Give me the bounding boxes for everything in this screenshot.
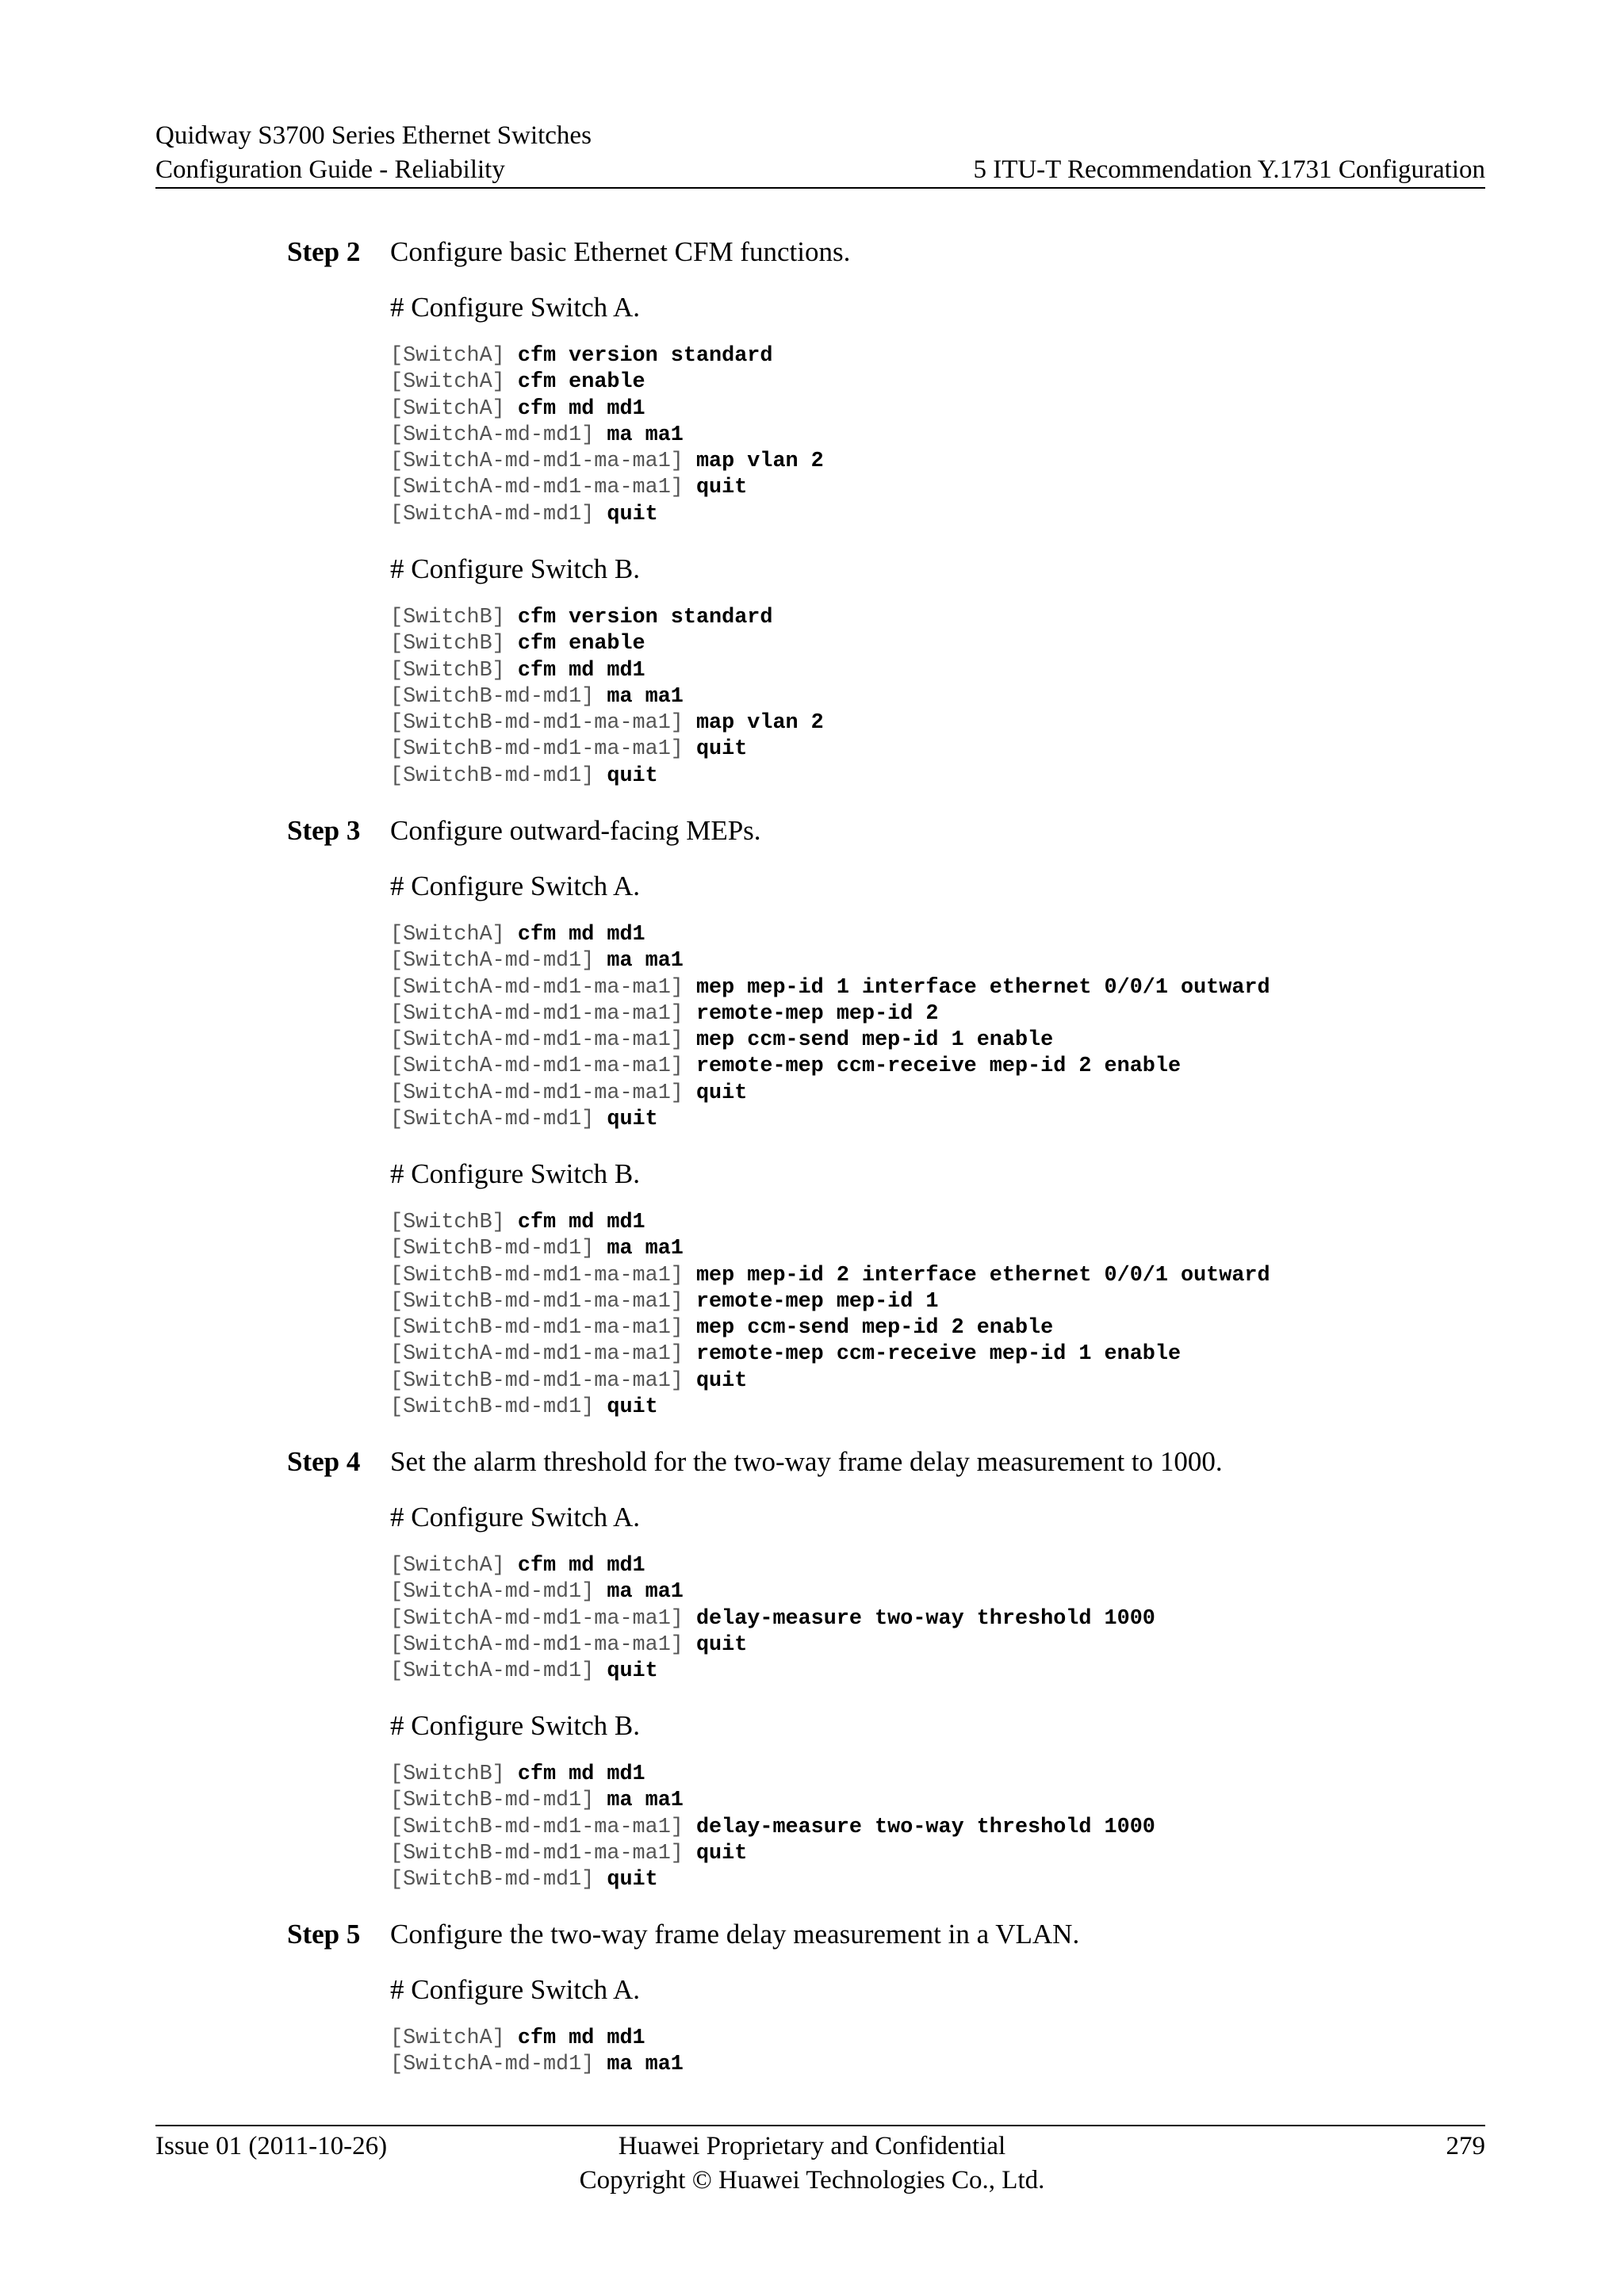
cli-prompt: [SwitchB-md-md1-ma-ma1]: [390, 1815, 684, 1839]
cli-prompt: [SwitchB]: [390, 1762, 505, 1786]
cli-prompt: [SwitchA]: [390, 396, 505, 421]
cli-command: quit: [695, 1632, 748, 1657]
cli-command: cfm md md1: [517, 658, 645, 683]
cli-command: cfm version standard: [517, 344, 773, 368]
cli-command: ma ma1: [607, 1789, 684, 1813]
cli-prompt: [SwitchA]: [390, 370, 505, 395]
cli-prompt: [SwitchA]: [390, 923, 505, 947]
cli-prompt: [SwitchA-md-md1]: [390, 2053, 595, 2077]
code-line: [390, 1841, 1155, 1867]
code-line: [390, 975, 1270, 1001]
cli-prompt: [SwitchA-md-md1]: [390, 1108, 595, 1132]
cli-command: quit: [607, 1395, 658, 1420]
cli-command: quit: [607, 1868, 658, 1892]
code-line: [390, 343, 824, 369]
code-block: [390, 1553, 1155, 1685]
step-label: Step 3: [287, 815, 361, 846]
configure-switch-line: # Configure Switch A.: [390, 1974, 640, 2005]
code-line: [390, 1867, 1155, 1893]
cli-command: cfm md md1: [517, 1762, 645, 1786]
footer-center: [0, 2130, 1624, 2198]
cli-prompt: [SwitchB-md-md1-ma-ma1]: [390, 1841, 684, 1866]
cli-prompt: [SwitchA]: [390, 2026, 505, 2050]
code-line: [390, 2052, 684, 2078]
footer-divider: [155, 2125, 1485, 2126]
step-text: Configure the two-way frame delay measurement in a VLAN.: [390, 1919, 1080, 1950]
code-line: [390, 396, 824, 423]
cli-prompt: [SwitchA-md-md1-ma-ma1]: [390, 1001, 684, 1026]
code-line: [390, 369, 824, 396]
cli-prompt: [SwitchA-md-md1-ma-ma1]: [390, 1606, 684, 1631]
cli-prompt: [SwitchA-md-md1-ma-ma1]: [390, 1081, 684, 1105]
code-line: [390, 631, 824, 657]
cli-command: quit: [695, 737, 748, 762]
step-label: Step 5: [287, 1919, 361, 1950]
code-line: [390, 1054, 1270, 1080]
code-line: [390, 1210, 1270, 1236]
code-line: [390, 1236, 1270, 1262]
code-line: [390, 684, 824, 710]
cli-command: cfm md md1: [517, 923, 645, 947]
cli-prompt: [SwitchB-md-md1]: [390, 1868, 595, 1892]
code-line: [390, 2026, 684, 2052]
code-line: [390, 710, 824, 737]
cli-prompt: [SwitchA]: [390, 1554, 505, 1578]
cli-prompt: [SwitchA]: [390, 344, 505, 368]
cli-command: cfm enable: [517, 632, 645, 656]
cli-prompt: [SwitchA-md-md1-ma-ma1]: [390, 1342, 684, 1367]
step-label: Step 2: [287, 236, 361, 267]
header-product: Quidway S3700 Series Ethernet Switches: [155, 121, 592, 150]
configure-switch-line: # Configure Switch B.: [390, 553, 640, 584]
cli-command: ma ma1: [607, 1237, 684, 1261]
configure-switch-line: # Configure Switch A.: [390, 292, 640, 323]
code-line: [390, 449, 824, 475]
cli-command: quit: [607, 1659, 658, 1684]
code-line: [390, 1027, 1270, 1054]
header-chapter: 5 ITU-T Recommendation Y.1731 Configuration: [973, 155, 1485, 184]
code-line: [390, 475, 824, 501]
configure-switch-line: # Configure Switch A.: [390, 1502, 640, 1533]
cli-prompt: [SwitchB-md-md1-ma-ma1]: [390, 1368, 684, 1393]
cli-prompt: [SwitchB-md-md1]: [390, 763, 595, 788]
cli-prompt: [SwitchA-md-md1]: [390, 423, 595, 447]
cli-prompt: [SwitchB]: [390, 658, 505, 683]
footer-copyright: Copyright © Huawei Technologies Co., Ltd.: [579, 2166, 1045, 2195]
code-line: [390, 1553, 1155, 1579]
code-line: [390, 1788, 1155, 1814]
code-block: [390, 922, 1270, 1133]
code-line: [390, 948, 1270, 974]
cli-command: ma ma1: [607, 684, 684, 709]
cli-command: delay-measure two-way threshold 1000: [695, 1606, 1155, 1631]
code-block: [390, 2026, 684, 2079]
step-label: Step 4: [287, 1446, 361, 1477]
cli-command: delay-measure two-way threshold 1000: [695, 1815, 1155, 1839]
page-header-left: [155, 119, 592, 187]
cli-command: cfm md md1: [517, 1211, 645, 1234]
cli-command: mep mep-id 2 interface ethernet 0/0/1 outward: [695, 1263, 1270, 1288]
cli-prompt: [SwitchA-md-md1-ma-ma1]: [390, 1632, 684, 1657]
code-line: [390, 1762, 1155, 1788]
step-text: Configure basic Ethernet CFM functions.: [390, 236, 851, 267]
cli-prompt: [SwitchB-md-md1]: [390, 684, 595, 709]
header-guide: Configuration Guide - Reliability: [155, 155, 505, 184]
cli-prompt: [SwitchA-md-md1-ma-ma1]: [390, 450, 684, 474]
code-line: [390, 423, 824, 449]
code-line: [390, 1263, 1270, 1289]
cli-command: quit: [607, 502, 658, 526]
code-line: [390, 1368, 1270, 1395]
cli-prompt: [SwitchA-md-md1-ma-ma1]: [390, 1028, 684, 1053]
code-line: [390, 1001, 1270, 1027]
code-line: [390, 737, 824, 763]
code-line: [390, 658, 824, 684]
code-block: [390, 1762, 1155, 1893]
code-line: [390, 1395, 1270, 1421]
cli-prompt: [SwitchA-md-md1-ma-ma1]: [390, 1054, 684, 1079]
cli-prompt: [SwitchB-md-md1]: [390, 1789, 595, 1813]
cli-prompt: [SwitchB-md-md1-ma-ma1]: [390, 711, 684, 736]
cli-command: quit: [607, 1108, 658, 1132]
cli-prompt: [SwitchB-md-md1-ma-ma1]: [390, 737, 684, 762]
cli-command: cfm md md1: [517, 1554, 645, 1578]
cli-prompt: [SwitchA-md-md1]: [390, 502, 595, 526]
footer-confidential: Huawei Proprietary and Confidential: [618, 2132, 1006, 2160]
cli-command: map vlan 2: [695, 711, 824, 736]
cli-prompt: [SwitchA-md-md1]: [390, 1580, 595, 1605]
cli-command: quit: [607, 763, 658, 788]
cli-command: map vlan 2: [695, 450, 824, 474]
code-block: [390, 605, 824, 790]
code-line: [390, 1081, 1270, 1107]
cli-command: remote-mep mep-id 1: [695, 1289, 939, 1314]
configure-switch-line: # Configure Switch B.: [390, 1710, 640, 1741]
code-line: [390, 1579, 1155, 1605]
code-line: [390, 922, 1270, 948]
code-line: [390, 1107, 1270, 1133]
code-line: [390, 1632, 1155, 1659]
cli-prompt: [SwitchB-md-md1-ma-ma1]: [390, 1316, 684, 1341]
cli-command: mep mep-id 1 interface ethernet 0/0/1 outward: [695, 975, 1270, 1000]
cli-command: mep ccm-send mep-id 1 enable: [695, 1028, 1054, 1053]
cli-prompt: [SwitchA-md-md1]: [390, 949, 595, 974]
step-text: Set the alarm threshold for the two-way frame delay measurement to 1000.: [390, 1446, 1223, 1477]
cli-command: ma ma1: [607, 2053, 684, 2077]
cli-command: ma ma1: [607, 423, 684, 447]
code-block: [390, 343, 824, 528]
configure-switch-line: # Configure Switch B.: [390, 1158, 640, 1189]
header-divider: [155, 187, 1485, 189]
cli-command: cfm md md1: [517, 396, 645, 421]
cli-prompt: [SwitchB-md-md1]: [390, 1395, 595, 1420]
cli-command: quit: [695, 1841, 748, 1866]
cli-command: ma ma1: [607, 1580, 684, 1605]
code-line: [390, 1341, 1270, 1368]
code-line: [390, 763, 824, 790]
cli-command: remote-mep ccm-receive mep-id 1 enable: [695, 1342, 1182, 1367]
code-block: [390, 1210, 1270, 1421]
cli-command: quit: [695, 1081, 748, 1105]
code-line: [390, 1815, 1155, 1841]
code-line: [390, 1289, 1270, 1315]
cli-prompt: [SwitchB]: [390, 606, 505, 629]
cli-prompt: [SwitchB-md-md1-ma-ma1]: [390, 1263, 684, 1288]
cli-command: cfm version standard: [517, 606, 773, 629]
cli-prompt: [SwitchA-md-md1-ma-ma1]: [390, 975, 684, 1000]
code-line: [390, 1315, 1270, 1341]
cli-prompt: [SwitchA-md-md1-ma-ma1]: [390, 476, 684, 500]
cli-command: quit: [695, 1368, 748, 1393]
cli-command: ma ma1: [607, 949, 684, 974]
cli-command: cfm enable: [517, 370, 645, 395]
cli-prompt: [SwitchB]: [390, 632, 505, 656]
page-number: 279: [1446, 2132, 1485, 2160]
code-line: [390, 605, 824, 631]
cli-prompt: [SwitchA-md-md1]: [390, 1659, 595, 1684]
cli-command: quit: [695, 476, 748, 500]
cli-command: remote-mep ccm-receive mep-id 2 enable: [695, 1054, 1182, 1079]
cli-command: mep ccm-send mep-id 2 enable: [695, 1316, 1054, 1341]
cli-prompt: [SwitchB]: [390, 1211, 505, 1234]
cli-prompt: [SwitchB-md-md1-ma-ma1]: [390, 1289, 684, 1314]
code-line: [390, 502, 824, 528]
configure-switch-line: # Configure Switch A.: [390, 871, 640, 901]
cli-command: cfm md md1: [517, 2026, 645, 2050]
cli-prompt: [SwitchB-md-md1]: [390, 1237, 595, 1261]
cli-command: remote-mep mep-id 2: [695, 1001, 939, 1026]
code-line: [390, 1606, 1155, 1632]
footer-issue: Issue 01 (2011-10-26): [155, 2132, 388, 2160]
step-text: Configure outward-facing MEPs.: [390, 815, 761, 846]
code-line: [390, 1659, 1155, 1685]
